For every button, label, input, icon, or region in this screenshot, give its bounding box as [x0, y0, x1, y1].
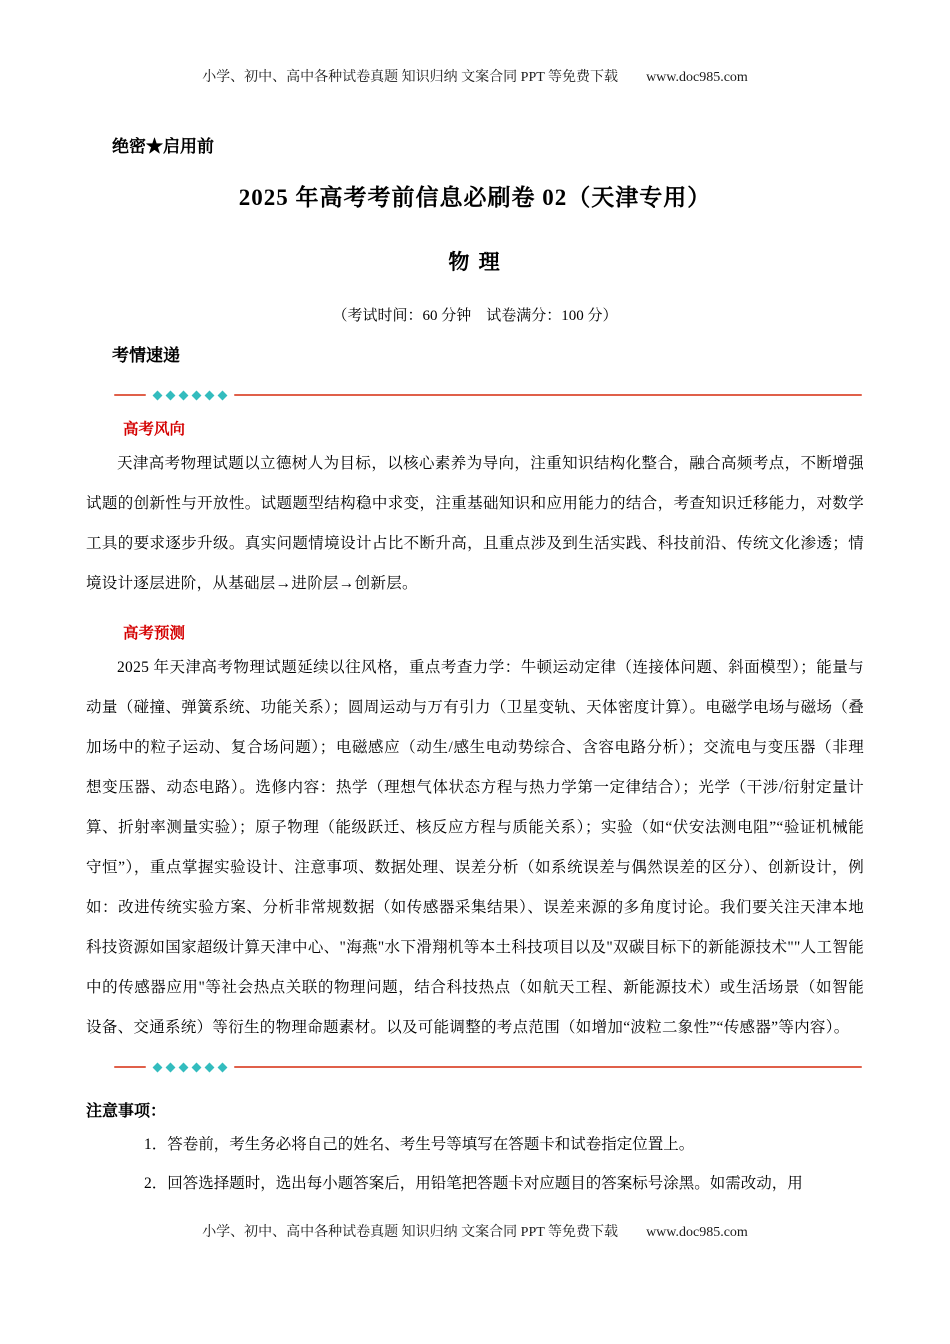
footer-site-url[interactable]: www.doc985.com — [646, 1225, 748, 1240]
diamond-dot-icon — [179, 390, 189, 400]
trend-paragraph: 天津高考物理试题以立德树人为目标，以核心素养为导向，注重知识结构化整合，融合高频考点，不断增强试题的创新性与开放性。试题题型结构稳中求变，注重基础知识和应用能力的结合，考查知识迁移能力，对数学工具的要求逐步升级。真实问题情境设计占比不断升高，且重点涉及到生活实践、科技前沿、传统文化渗透；情境设计逐层进阶，从基础层→进阶层→创新层。 — [86, 455, 864, 592]
diamond-dot-icon — [166, 1062, 176, 1072]
decorative-divider-top — [114, 390, 862, 400]
diamond-dot-icon — [192, 1062, 202, 1072]
divider-dots — [146, 1064, 234, 1071]
diamond-dot-icon — [179, 1062, 189, 1072]
security-label: 绝密★启用前 — [112, 137, 214, 156]
note-item-2: 2．回答选择题时，选出每小题答案后，用铅笔把答题卡对应题目的答案标号涂黑。如需改动，用 — [144, 1175, 803, 1192]
divider-line-segment — [234, 1066, 862, 1069]
document-title: 2025 年高考考前信息必刷卷 02（天津专用） — [238, 185, 712, 210]
forecast-paragraph: 2025 年天津高考物理试题延续以往风格，重点考查力学：牛顿运动定律（连接体问题、斜面模型）；能量与动量（碰撞、弹簧系统、功能关系）；圆周运动与万有引力（卫星变轨、天体密度计算）。电磁学电场与磁场（叠加场中的粒子运动、复合场问题）；电磁感应（动生/感生电动势综合、含容电路分析）；交流电与变压器（非理想变压器、动态电路）。选修内容：热学（理想气体状态方程与热力学第一定律结合）；光学（干涉/衍射定量计算、折射率测量实验）；原子物理（能级跃迁、核反应方程与质能关系）；实验（如“伏安法测电阻”“验证机械能守恒”），重点掌握实验设计、注意事项、数据处理、误差分析（如系统误差与偶然误差的区分）、创新设计，例如：改进传统实验方案、分析非常规数据（如传感器采集结果）、误差来源的多角度讨论。我们要关注天津本地科技资源如国家超级计算天津中心、"海燕"水下滑翔机等本土科技项目以及"双碳目标下的新能源技术""人工智能中的传感器应用"等社会热点关联的物理问题，结合科技热点（如航天工程、新能源技术）或生活场景（如智能设备、交通系统）等衍生的物理命题素材。以及可能调整的考点范围（如增加“波粒二象性”“传感器”等内容）。 — [86, 659, 864, 1036]
divider-dots — [146, 392, 234, 399]
header-promo-text: 小学、初中、高中各种试卷真题 知识归纳 文案合同 PPT 等免费下载 — [202, 70, 619, 85]
divider-line-segment — [114, 1066, 146, 1069]
divider-line-segment — [114, 394, 146, 397]
decorative-divider-bottom — [114, 1062, 862, 1072]
diamond-dot-icon — [192, 390, 202, 400]
diamond-dot-icon — [166, 390, 176, 400]
trend-heading: 高考风向 — [123, 421, 186, 438]
note-item-1: 1．答卷前，考生务必将自己的姓名、考生号等填写在答题卡和试卷指定位置上。 — [144, 1136, 695, 1153]
diamond-dot-icon — [218, 1062, 228, 1072]
diamond-dot-icon — [153, 390, 163, 400]
exam-info-line: （考试时间：60 分钟 试卷满分：100 分） — [332, 308, 618, 324]
site-footer — [0, 1221, 950, 1241]
footer-promo-text: 小学、初中、高中各种试卷真题 知识归纳 文案合同 PPT 等免费下载 — [202, 1225, 619, 1240]
diamond-dot-icon — [205, 1062, 215, 1072]
site-header — [0, 0, 950, 86]
section-heading-exam-intel: 考情速递 — [112, 346, 180, 365]
divider-line-segment — [234, 394, 862, 397]
notes-heading: 注意事项： — [86, 1103, 167, 1120]
diamond-dot-icon — [218, 390, 228, 400]
diamond-dot-icon — [205, 390, 215, 400]
document-body — [0, 132, 950, 1199]
subject-title: 物 理 — [448, 250, 502, 274]
forecast-heading: 高考预测 — [123, 625, 186, 642]
header-site-url[interactable]: www.doc985.com — [646, 70, 748, 85]
diamond-dot-icon — [153, 1062, 163, 1072]
